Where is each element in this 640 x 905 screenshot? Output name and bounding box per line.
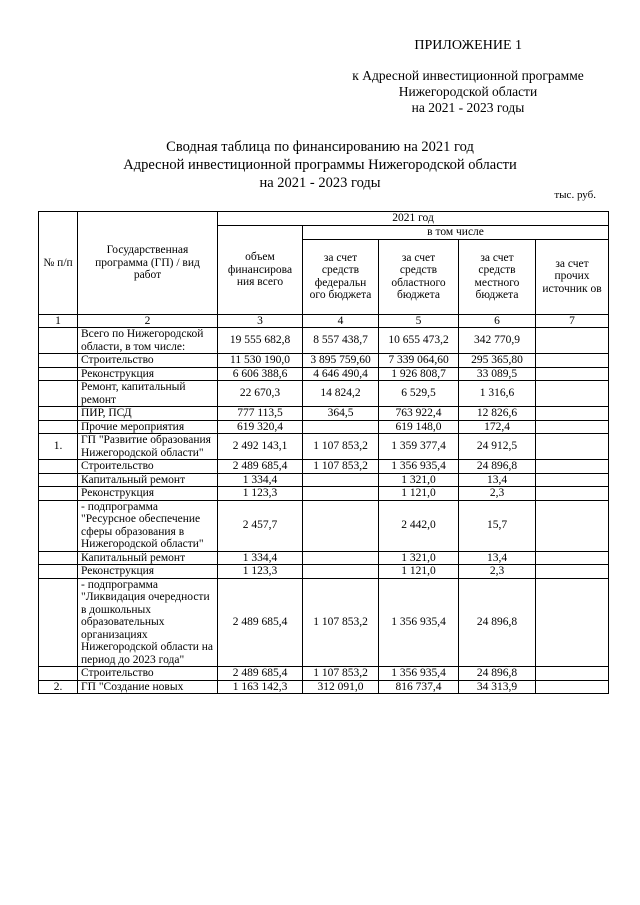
cell-federal [303,473,379,487]
row-name: Строительство [78,460,218,474]
table-row [39,381,609,407]
cell-local: 13,4 [459,551,536,565]
row-number [39,578,78,667]
appendix-ref-line1: к Адресной инвестиционной программе [352,68,584,83]
cell-local: 24 912,5 [459,434,536,460]
cell-total: 2 489 685,4 [218,460,303,474]
cell-other [536,354,609,368]
table-row [39,434,609,460]
cell-regional: 1 121,0 [379,487,459,501]
cell-local: 24 896,8 [459,667,536,681]
header-program: Государственная программа (ГП) / вид работ [78,212,218,315]
cell-total: 6 606 388,6 [218,367,303,381]
cell-total: 11 530 190,0 [218,354,303,368]
cell-federal: 1 107 853,2 [303,578,379,667]
row-number [39,473,78,487]
cell-regional: 1 356 935,4 [379,460,459,474]
row-name: Капитальный ремонт [78,551,218,565]
cell-local: 2,3 [459,487,536,501]
cell-local: 34 313,9 [459,680,536,694]
cell-local: 342 770,9 [459,328,536,354]
cell-federal: 364,5 [303,407,379,421]
cell-regional: 2 442,0 [379,500,459,551]
cell-regional: 1 926 808,7 [379,367,459,381]
appendix-reference [318,68,618,116]
cell-regional: 1 359 377,4 [379,434,459,460]
units-label: тыс. руб. [554,189,596,201]
cell-local: 24 896,8 [459,578,536,667]
cell-local: 15,7 [459,500,536,551]
cell-regional: 1 356 935,4 [379,578,459,667]
row-name: Капитальный ремонт [78,473,218,487]
cell-total: 1 163 142,3 [218,680,303,694]
row-number [39,551,78,565]
cell-other [536,487,609,501]
cell-local: 24 896,8 [459,460,536,474]
document-title [0,138,640,192]
appendix-ref-line3: на 2021 - 2023 годы [411,100,525,115]
cell-federal: 3 895 759,60 [303,354,379,368]
cell-total: 1 123,3 [218,487,303,501]
cell-regional: 763 922,4 [379,407,459,421]
cell-federal: 1 107 853,2 [303,667,379,681]
cell-other [536,328,609,354]
column-index-5: 5 [379,314,459,328]
cell-federal [303,420,379,434]
appendix-ref-line2: Нижегородской области [398,84,538,99]
column-index-6: 6 [459,314,536,328]
cell-local: 13,4 [459,473,536,487]
cell-total: 2 489 685,4 [218,578,303,667]
cell-local: 12 826,6 [459,407,536,421]
cell-total: 777 113,5 [218,407,303,421]
header-num: № п/п [39,212,78,315]
cell-local: 33 089,5 [459,367,536,381]
column-index-2: 2 [78,314,218,328]
row-name: Строительство [78,354,218,368]
cell-other [536,551,609,565]
cell-federal: 14 824,2 [303,381,379,407]
row-name: Прочие мероприятия [78,420,218,434]
row-name: Строительство [78,667,218,681]
cell-federal: 1 107 853,2 [303,460,379,474]
header-federal: за счет средств федеральн ого бюджета [303,239,379,314]
row-number [39,354,78,368]
cell-federal [303,500,379,551]
row-name: Реконструкция [78,367,218,381]
row-number [39,667,78,681]
cell-federal: 8 557 438,7 [303,328,379,354]
cell-regional: 6 529,5 [379,381,459,407]
header-other: за счет прочих источник ов [536,239,609,314]
cell-other [536,667,609,681]
row-number [39,460,78,474]
header-total: объем финансирова ния всего [218,226,303,315]
cell-other [536,367,609,381]
cell-local: 1 316,6 [459,381,536,407]
header-including: в том числе [303,226,609,240]
row-number [39,565,78,579]
column-index-4: 4 [303,314,379,328]
title-line3: на 2021 - 2023 годы [259,175,381,191]
cell-other [536,420,609,434]
cell-regional: 10 655 473,2 [379,328,459,354]
cell-total: 1 334,4 [218,473,303,487]
cell-regional: 619 148,0 [379,420,459,434]
row-name: Всего по Нижегородской области, в том числе: [78,328,218,354]
row-name: ГП "Развитие образования Нижегородской области" [78,434,218,460]
cell-other [536,381,609,407]
cell-federal [303,565,379,579]
row-number [39,381,78,407]
title-line1: Сводная таблица по финансированию на 2021 год [166,139,474,155]
cell-federal: 312 091,0 [303,680,379,694]
cell-total: 2 492 143,1 [218,434,303,460]
table-row [39,367,609,381]
table-row [39,551,609,565]
financing-table [38,211,609,694]
table-row [39,407,609,421]
cell-other [536,407,609,421]
cell-federal [303,487,379,501]
row-name: Реконструкция [78,565,218,579]
row-number [39,500,78,551]
cell-total: 1 334,4 [218,551,303,565]
table-row [39,667,609,681]
table-row [39,473,609,487]
row-name: Ремонт, капитальный ремонт [78,381,218,407]
cell-total: 2 457,7 [218,500,303,551]
header-local: за счет средств местного бюджета [459,239,536,314]
title-line2: Адресной инвестиционной программы Нижегородской области [123,157,517,173]
cell-regional: 7 339 064,60 [379,354,459,368]
row-number [39,420,78,434]
row-name: ПИР, ПСД [78,407,218,421]
cell-regional: 1 321,0 [379,551,459,565]
cell-total: 22 670,3 [218,381,303,407]
row-number [39,328,78,354]
cell-other [536,460,609,474]
row-number: 2. [39,680,78,694]
cell-local: 2,3 [459,565,536,579]
row-name: ГП "Создание новых [78,680,218,694]
row-number: 1. [39,434,78,460]
row-number [39,367,78,381]
cell-total: 2 489 685,4 [218,667,303,681]
cell-other [536,565,609,579]
table-row [39,565,609,579]
cell-regional: 1 321,0 [379,473,459,487]
column-index-7: 7 [536,314,609,328]
table-row [39,420,609,434]
row-name: - подпрограмма "Ликвидация очередности в дошкольных образовательных организациях Нижегородской области на период до 2023 года" [78,578,218,667]
cell-total: 19 555 682,8 [218,328,303,354]
cell-other [536,680,609,694]
row-name: - подпрограмма "Ресурсное обеспечение сферы образования в Нижегородской области" [78,500,218,551]
row-name: Реконструкция [78,487,218,501]
cell-federal [303,551,379,565]
table-row [39,578,609,667]
cell-federal: 4 646 490,4 [303,367,379,381]
cell-other [536,500,609,551]
cell-other [536,473,609,487]
header-regional: за счет средств областного бюджета [379,239,459,314]
table-row [39,500,609,551]
column-index-1: 1 [39,314,78,328]
table-row [39,328,609,354]
table-row [39,354,609,368]
header-year: 2021 год [218,212,609,226]
cell-local: 172,4 [459,420,536,434]
cell-total: 619 320,4 [218,420,303,434]
cell-total: 1 123,3 [218,565,303,579]
cell-regional: 1 356 935,4 [379,667,459,681]
cell-federal: 1 107 853,2 [303,434,379,460]
cell-local: 295 365,80 [459,354,536,368]
row-number [39,487,78,501]
table-row [39,487,609,501]
appendix-label: ПРИЛОЖЕНИЕ 1 [414,38,522,53]
table-row [39,680,609,694]
cell-regional: 816 737,4 [379,680,459,694]
table-row [39,460,609,474]
column-index-3: 3 [218,314,303,328]
row-number [39,407,78,421]
cell-other [536,434,609,460]
cell-regional: 1 121,0 [379,565,459,579]
cell-other [536,578,609,667]
